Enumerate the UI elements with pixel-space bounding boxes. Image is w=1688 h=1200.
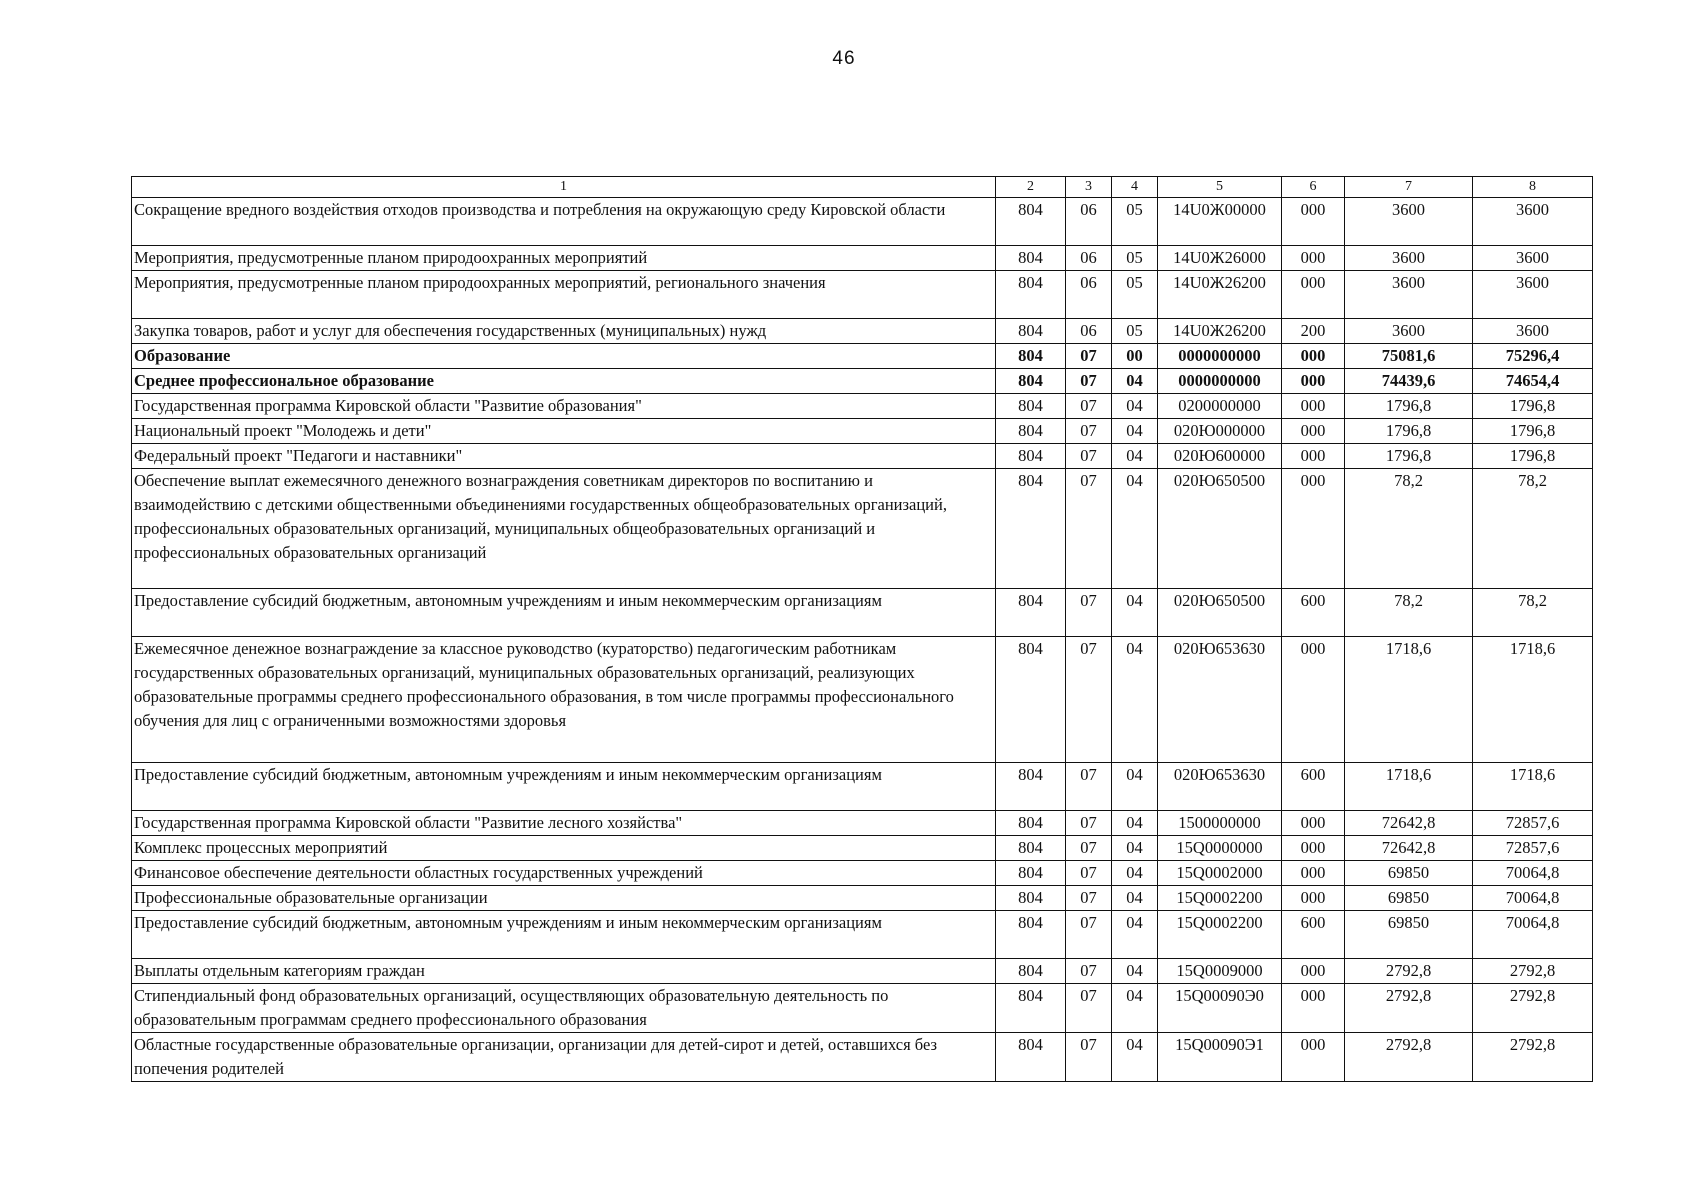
subsection-code: 04 <box>1112 886 1158 911</box>
expense-type-code: 000 <box>1282 246 1345 271</box>
target-article-code: 020Ю650500 <box>1158 469 1282 589</box>
amount-year-1: 3600 <box>1345 319 1473 344</box>
item-name: Областные государственные образовательные организации, организации для детей-сирот и детей, оставшихся без попечения родителей <box>132 1033 996 1082</box>
ministry-code: 804 <box>996 836 1066 861</box>
expense-type-code: 000 <box>1282 811 1345 836</box>
section-code: 07 <box>1066 469 1112 589</box>
target-article-code: 0000000000 <box>1158 344 1282 369</box>
item-name: Государственная программа Кировской области "Развитие образования" <box>132 394 996 419</box>
subsection-code: 04 <box>1112 394 1158 419</box>
ministry-code: 804 <box>996 394 1066 419</box>
column-number: 1 <box>132 177 996 198</box>
item-name: Среднее профессиональное образование <box>132 369 996 394</box>
table-row <box>132 271 1593 319</box>
column-number: 4 <box>1112 177 1158 198</box>
section-code: 07 <box>1066 394 1112 419</box>
ministry-code: 804 <box>996 319 1066 344</box>
amount-year-2: 2792,8 <box>1473 1033 1593 1082</box>
target-article-code: 020Ю650500 <box>1158 589 1282 637</box>
ministry-code: 804 <box>996 959 1066 984</box>
expense-type-code: 000 <box>1282 394 1345 419</box>
item-name: Предоставление субсидий бюджетным, автономным учреждениям и иным некоммерческим организациям <box>132 911 996 959</box>
ministry-code: 804 <box>996 589 1066 637</box>
subsection-code: 04 <box>1112 763 1158 811</box>
ministry-code: 804 <box>996 444 1066 469</box>
column-number: 6 <box>1282 177 1345 198</box>
table-row <box>132 984 1593 1033</box>
expense-type-code: 000 <box>1282 369 1345 394</box>
table-row <box>132 319 1593 344</box>
amount-year-2: 3600 <box>1473 319 1593 344</box>
section-code: 07 <box>1066 811 1112 836</box>
item-name: Профессиональные образовательные организации <box>132 886 996 911</box>
amount-year-1: 74439,6 <box>1345 369 1473 394</box>
expense-type-code: 000 <box>1282 469 1345 589</box>
amount-year-1: 3600 <box>1345 246 1473 271</box>
expense-type-code: 000 <box>1282 836 1345 861</box>
amount-year-1: 69850 <box>1345 911 1473 959</box>
table-row <box>132 1033 1593 1082</box>
item-name: Мероприятия, предусмотренные планом природоохранных мероприятий <box>132 246 996 271</box>
table-row <box>132 763 1593 811</box>
target-article-code: 0200000000 <box>1158 394 1282 419</box>
amount-year-2: 3600 <box>1473 271 1593 319</box>
section-code: 06 <box>1066 319 1112 344</box>
amount-year-1: 1796,8 <box>1345 394 1473 419</box>
subsection-code: 04 <box>1112 1033 1158 1082</box>
item-name: Государственная программа Кировской области "Развитие лесного хозяйства" <box>132 811 996 836</box>
table-row <box>132 959 1593 984</box>
amount-year-2: 70064,8 <box>1473 861 1593 886</box>
target-article-code: 14U0Ж26200 <box>1158 271 1282 319</box>
subsection-code: 04 <box>1112 419 1158 444</box>
ministry-code: 804 <box>996 271 1066 319</box>
expense-type-code: 600 <box>1282 763 1345 811</box>
target-article-code: 020Ю000000 <box>1158 419 1282 444</box>
subsection-code: 04 <box>1112 836 1158 861</box>
amount-year-2: 74654,4 <box>1473 369 1593 394</box>
amount-year-2: 70064,8 <box>1473 911 1593 959</box>
item-name: Закупка товаров, работ и услуг для обеспечения государственных (муниципальных) нужд <box>132 319 996 344</box>
target-article-code: 020Ю600000 <box>1158 444 1282 469</box>
table-row <box>132 394 1593 419</box>
section-code: 07 <box>1066 836 1112 861</box>
item-name: Финансовое обеспечение деятельности областных государственных учреждений <box>132 861 996 886</box>
ministry-code: 804 <box>996 886 1066 911</box>
section-code: 07 <box>1066 984 1112 1033</box>
amount-year-2: 78,2 <box>1473 589 1593 637</box>
subsection-code: 04 <box>1112 444 1158 469</box>
amount-year-2: 72857,6 <box>1473 811 1593 836</box>
table-row <box>132 861 1593 886</box>
ministry-code: 804 <box>996 344 1066 369</box>
amount-year-2: 1796,8 <box>1473 419 1593 444</box>
amount-year-2: 3600 <box>1473 198 1593 246</box>
table-row <box>132 811 1593 836</box>
amount-year-1: 1718,6 <box>1345 763 1473 811</box>
target-article-code: 15Q00090Э0 <box>1158 984 1282 1033</box>
target-article-code: 14U0Ж26200 <box>1158 319 1282 344</box>
column-number: 2 <box>996 177 1066 198</box>
target-article-code: 14U0Ж26000 <box>1158 246 1282 271</box>
amount-year-1: 3600 <box>1345 271 1473 319</box>
amount-year-1: 69850 <box>1345 886 1473 911</box>
amount-year-2: 2792,8 <box>1473 984 1593 1033</box>
target-article-code: 1500000000 <box>1158 811 1282 836</box>
subsection-code: 05 <box>1112 198 1158 246</box>
section-code: 07 <box>1066 861 1112 886</box>
subsection-code: 04 <box>1112 469 1158 589</box>
amount-year-1: 72642,8 <box>1345 836 1473 861</box>
ministry-code: 804 <box>996 246 1066 271</box>
table-row <box>132 836 1593 861</box>
section-code: 07 <box>1066 911 1112 959</box>
expense-type-code: 000 <box>1282 344 1345 369</box>
amount-year-2: 70064,8 <box>1473 886 1593 911</box>
table-row <box>132 419 1593 444</box>
column-number: 8 <box>1473 177 1593 198</box>
table-row <box>132 637 1593 763</box>
expense-type-code: 000 <box>1282 637 1345 763</box>
expense-type-code: 000 <box>1282 984 1345 1033</box>
subsection-code: 00 <box>1112 344 1158 369</box>
section-code: 06 <box>1066 246 1112 271</box>
target-article-code: 0000000000 <box>1158 369 1282 394</box>
expense-type-code: 000 <box>1282 198 1345 246</box>
ministry-code: 804 <box>996 419 1066 444</box>
target-article-code: 15Q0002000 <box>1158 861 1282 886</box>
amount-year-2: 1796,8 <box>1473 394 1593 419</box>
subsection-code: 04 <box>1112 959 1158 984</box>
expense-type-code: 200 <box>1282 319 1345 344</box>
item-name: Образование <box>132 344 996 369</box>
target-article-code: 15Q0002200 <box>1158 886 1282 911</box>
section-code: 07 <box>1066 637 1112 763</box>
target-article-code: 020Ю653630 <box>1158 637 1282 763</box>
item-name: Обеспечение выплат ежемесячного денежного вознаграждения советникам директоров по воспитанию и взаимодействию с детскими общественными объединениями государственных общеобразовательных организаций, профессиональных образовательных организаций, муниципальных общеобразовательных организаций и профессиональных образовательных организаций <box>132 469 996 589</box>
budget-table-body <box>132 177 1593 1082</box>
budget-table <box>131 176 1593 1082</box>
section-code: 07 <box>1066 886 1112 911</box>
ministry-code: 804 <box>996 198 1066 246</box>
amount-year-2: 75296,4 <box>1473 344 1593 369</box>
item-name: Национальный проект "Молодежь и дети" <box>132 419 996 444</box>
amount-year-1: 78,2 <box>1345 469 1473 589</box>
subsection-code: 04 <box>1112 811 1158 836</box>
expense-type-code: 000 <box>1282 271 1345 319</box>
section-code: 07 <box>1066 1033 1112 1082</box>
column-number: 7 <box>1345 177 1473 198</box>
expense-type-code: 000 <box>1282 886 1345 911</box>
amount-year-2: 1718,6 <box>1473 637 1593 763</box>
target-article-code: 020Ю653630 <box>1158 763 1282 811</box>
expense-type-code: 000 <box>1282 444 1345 469</box>
subsection-code: 05 <box>1112 246 1158 271</box>
amount-year-2: 2792,8 <box>1473 959 1593 984</box>
amount-year-2: 3600 <box>1473 246 1593 271</box>
amount-year-1: 1718,6 <box>1345 637 1473 763</box>
target-article-code: 15Q0000000 <box>1158 836 1282 861</box>
subsection-code: 04 <box>1112 861 1158 886</box>
section-code: 06 <box>1066 198 1112 246</box>
ministry-code: 804 <box>996 984 1066 1033</box>
section-code: 07 <box>1066 369 1112 394</box>
amount-year-1: 78,2 <box>1345 589 1473 637</box>
ministry-code: 804 <box>996 369 1066 394</box>
amount-year-2: 78,2 <box>1473 469 1593 589</box>
amount-year-1: 72642,8 <box>1345 811 1473 836</box>
column-number: 5 <box>1158 177 1282 198</box>
ministry-code: 804 <box>996 811 1066 836</box>
table-row <box>132 886 1593 911</box>
expense-type-code: 600 <box>1282 589 1345 637</box>
section-code: 07 <box>1066 444 1112 469</box>
target-article-code: 14U0Ж00000 <box>1158 198 1282 246</box>
target-article-code: 15Q00090Э1 <box>1158 1033 1282 1082</box>
amount-year-1: 69850 <box>1345 861 1473 886</box>
item-name: Предоставление субсидий бюджетным, автономным учреждениям и иным некоммерческим организациям <box>132 589 996 637</box>
table-row <box>132 911 1593 959</box>
section-code: 07 <box>1066 419 1112 444</box>
table-row <box>132 589 1593 637</box>
item-name: Выплаты отдельным категориям граждан <box>132 959 996 984</box>
item-name: Мероприятия, предусмотренные планом природоохранных мероприятий, регионального значения <box>132 271 996 319</box>
item-name: Комплекс процессных мероприятий <box>132 836 996 861</box>
subsection-code: 05 <box>1112 319 1158 344</box>
ministry-code: 804 <box>996 763 1066 811</box>
subsection-code: 04 <box>1112 911 1158 959</box>
subsection-code: 04 <box>1112 369 1158 394</box>
expense-type-code: 000 <box>1282 1033 1345 1082</box>
item-name: Ежемесячное денежное вознаграждение за классное руководство (кураторство) педагогическим работникам государственных образовательных организаций, муниципальных образовательных организаций, реализующих образовательные программы среднего профессионального образования, в том числе программы профессионального обучения для лиц с ограниченными возможностями здоровья <box>132 637 996 763</box>
amount-year-2: 72857,6 <box>1473 836 1593 861</box>
table-row <box>132 469 1593 589</box>
table-row <box>132 246 1593 271</box>
subsection-code: 04 <box>1112 984 1158 1033</box>
expense-type-code: 000 <box>1282 861 1345 886</box>
expense-type-code: 600 <box>1282 911 1345 959</box>
item-name: Предоставление субсидий бюджетным, автономным учреждениям и иным некоммерческим организациям <box>132 763 996 811</box>
ministry-code: 804 <box>996 911 1066 959</box>
table-row <box>132 444 1593 469</box>
column-number-row <box>132 177 1593 198</box>
amount-year-1: 1796,8 <box>1345 419 1473 444</box>
amount-year-1: 2792,8 <box>1345 984 1473 1033</box>
ministry-code: 804 <box>996 1033 1066 1082</box>
expense-type-code: 000 <box>1282 419 1345 444</box>
amount-year-1: 2792,8 <box>1345 959 1473 984</box>
subsection-code: 05 <box>1112 271 1158 319</box>
amount-year-2: 1718,6 <box>1473 763 1593 811</box>
amount-year-1: 3600 <box>1345 198 1473 246</box>
amount-year-1: 1796,8 <box>1345 444 1473 469</box>
section-code: 07 <box>1066 589 1112 637</box>
table-row <box>132 369 1593 394</box>
item-name: Сокращение вредного воздействия отходов производства и потребления на окружающую среду Кировской области <box>132 198 996 246</box>
section-code: 06 <box>1066 271 1112 319</box>
section-code: 07 <box>1066 763 1112 811</box>
ministry-code: 804 <box>996 637 1066 763</box>
ministry-code: 804 <box>996 469 1066 589</box>
expense-type-code: 000 <box>1282 959 1345 984</box>
target-article-code: 15Q0009000 <box>1158 959 1282 984</box>
subsection-code: 04 <box>1112 637 1158 763</box>
subsection-code: 04 <box>1112 589 1158 637</box>
column-number: 3 <box>1066 177 1112 198</box>
page-number: 46 <box>832 48 856 69</box>
amount-year-1: 2792,8 <box>1345 1033 1473 1082</box>
section-code: 07 <box>1066 959 1112 984</box>
table-row <box>132 198 1593 246</box>
item-name: Стипендиальный фонд образовательных организаций, осуществляющих образовательную деятельность по образовательным программам среднего профессионального образования <box>132 984 996 1033</box>
table-row <box>132 344 1593 369</box>
amount-year-2: 1796,8 <box>1473 444 1593 469</box>
target-article-code: 15Q0002200 <box>1158 911 1282 959</box>
section-code: 07 <box>1066 344 1112 369</box>
amount-year-1: 75081,6 <box>1345 344 1473 369</box>
ministry-code: 804 <box>996 861 1066 886</box>
item-name: Федеральный проект "Педагоги и наставники" <box>132 444 996 469</box>
